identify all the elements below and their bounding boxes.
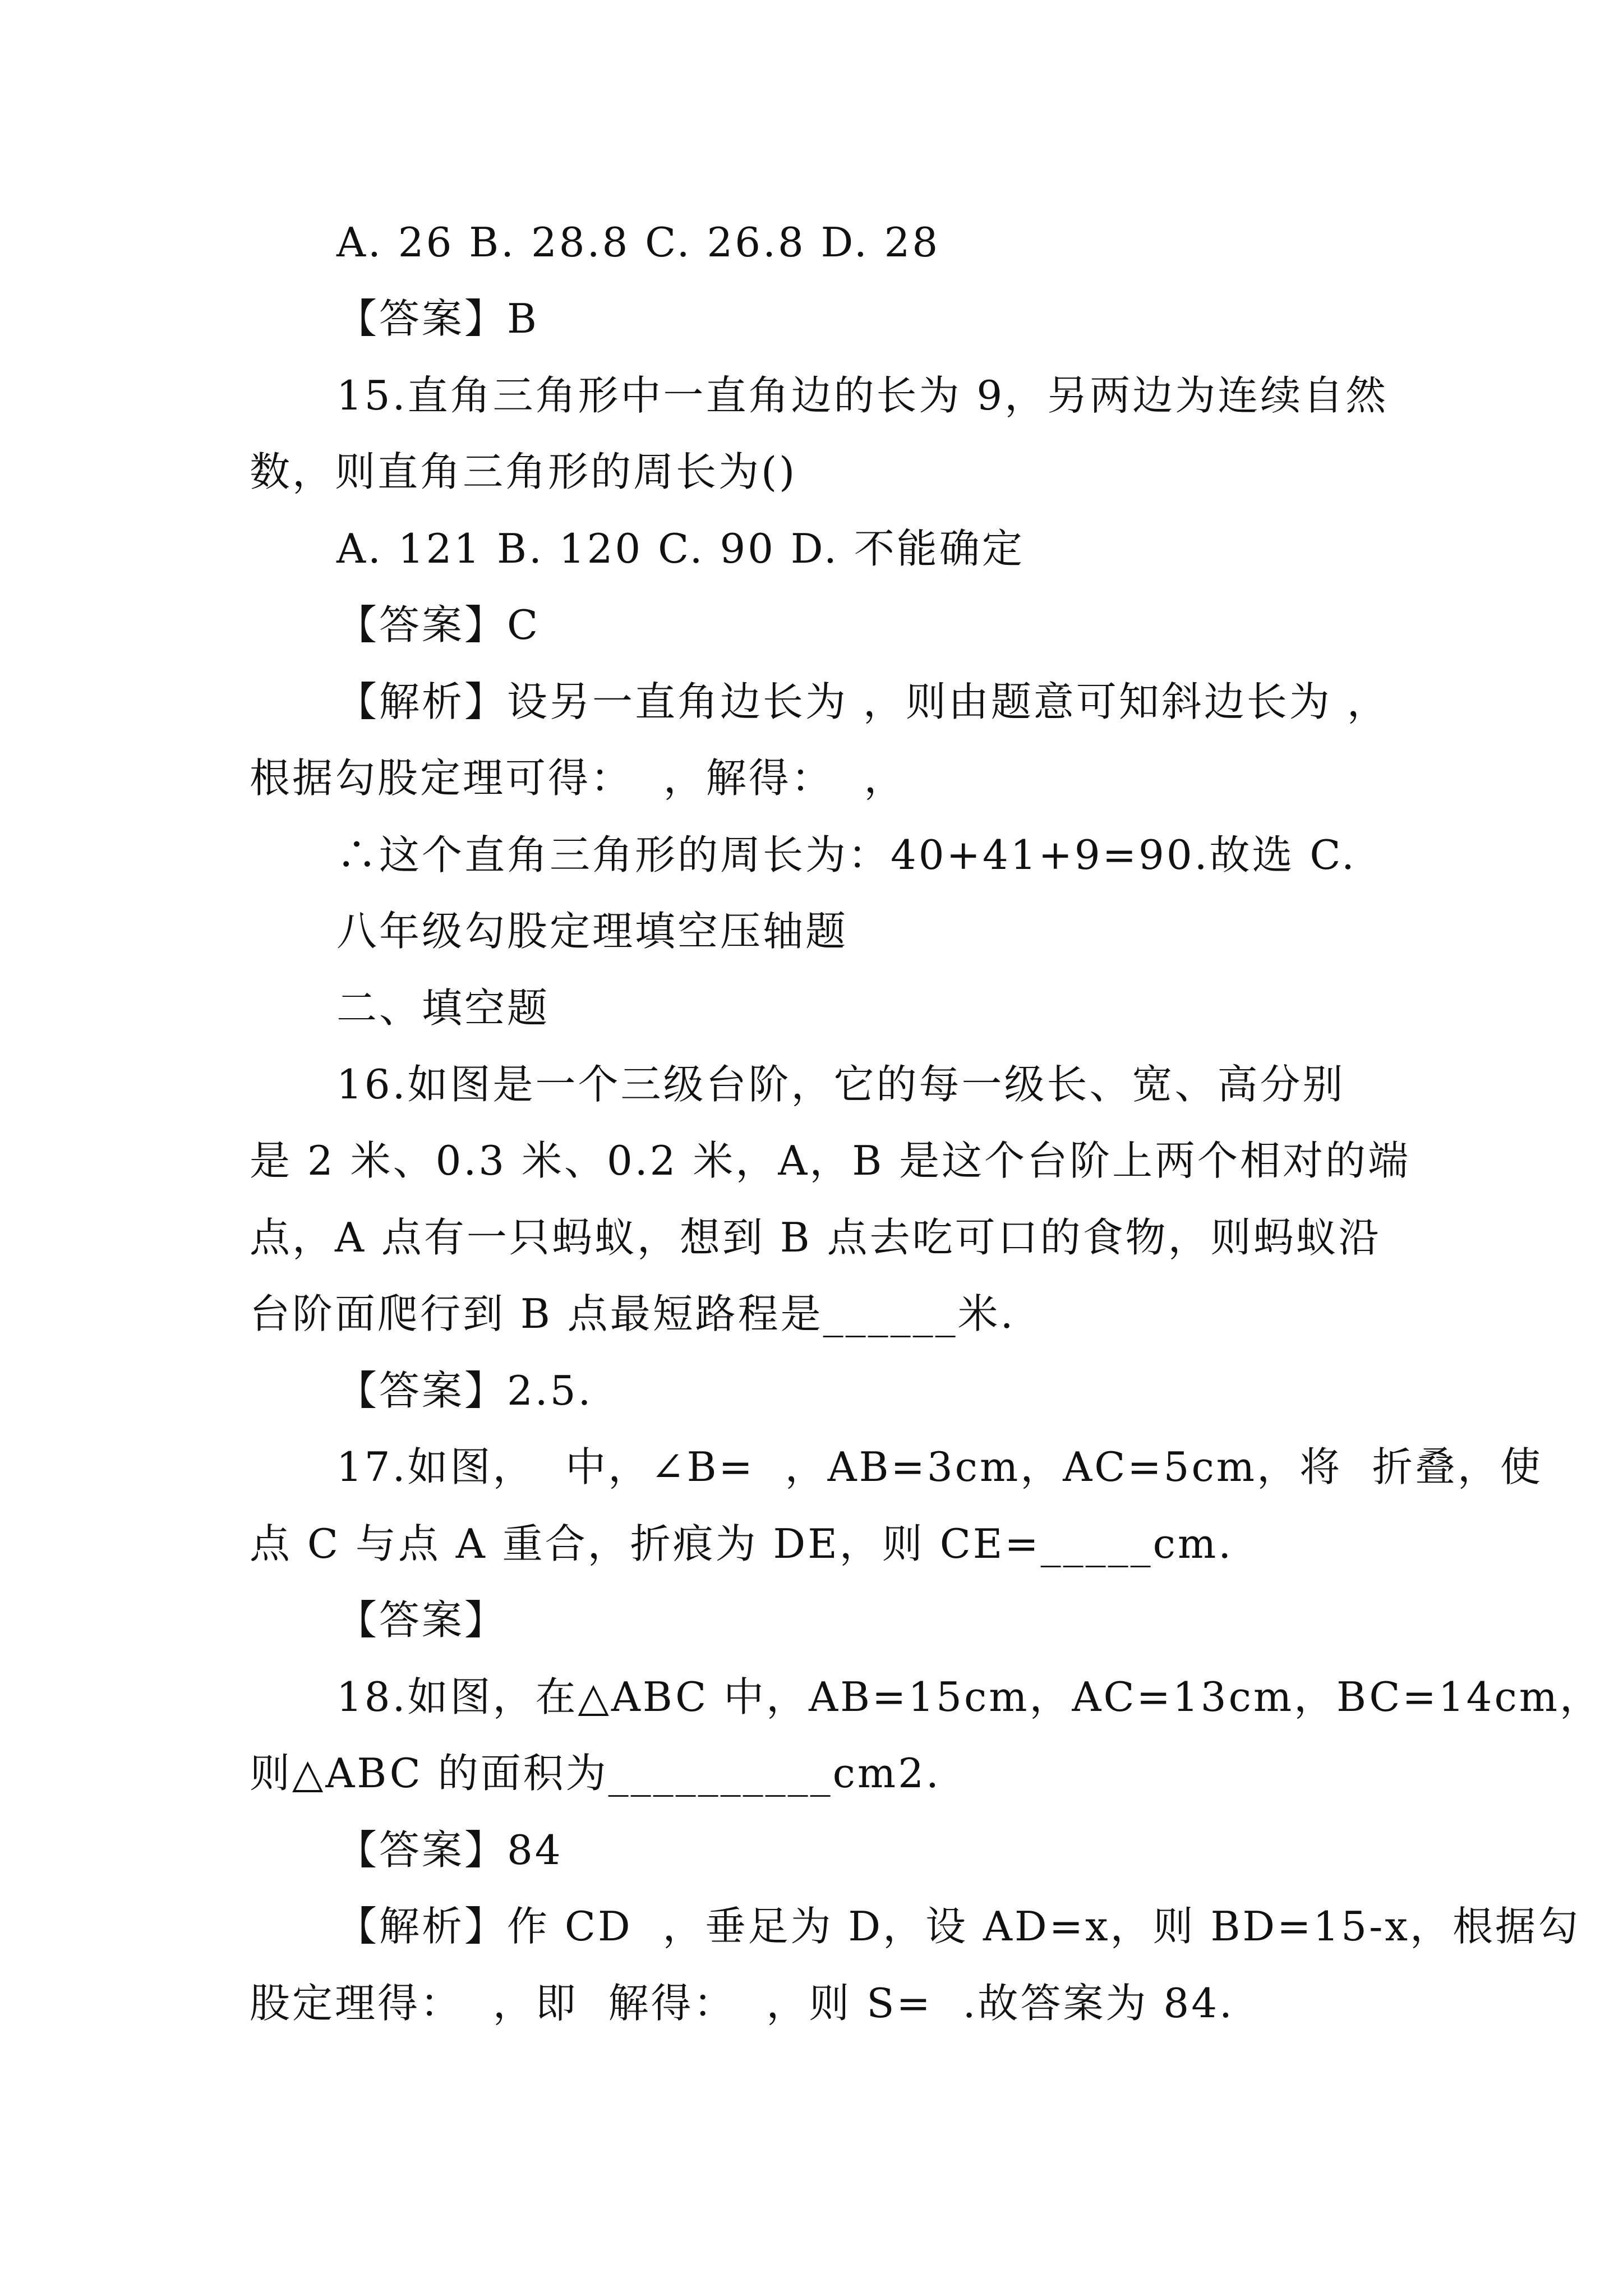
q18-question-line-1: 18.如图，在△ABC 中，AB=15cm，AC=13cm，BC=14cm， — [336, 1673, 1603, 1720]
q18-answer-line: 【答案】84 — [336, 1826, 563, 1874]
q18-question-line-2: 则△ABC 的面积为__________cm2. — [250, 1750, 941, 1797]
q16-answer-line: 【答案】2.5. — [336, 1367, 593, 1414]
q18-analysis-line-1: 【解析】作 CD ，垂足为 D，设 AD=x，则 BD=15-x，根据勾 — [336, 1903, 1581, 1950]
q14-answer-line: 【答案】B — [336, 295, 539, 342]
q15-analysis-line-3: ∴这个直角三角形的周长为：40+41+9=90.故选 C. — [336, 831, 1357, 878]
q17-question-line-1: 17.如图， 中，∠B= ，AB=3cm，AC=5cm，将 折叠，使 — [336, 1443, 1543, 1490]
q17-question-line-2: 点 C 与点 A 重合，折痕为 DE，则 CE=_____cm. — [250, 1520, 1234, 1567]
q15-analysis-line-1: 【解析】设另一直角边长为 ，则由题意可知斜边长为 ， — [336, 678, 1390, 725]
section-subtitle: 八年级勾股定理填空压轴题 — [336, 908, 849, 955]
q18-analysis-line-2: 股定理得： ，即 解得： ，则 S= .故答案为 84. — [250, 1980, 1234, 2027]
q14-options-line: A. 26 B. 28.8 C. 26.8 D. 28 — [336, 219, 940, 266]
q15-question-line-2: 数，则直角三角形的周长为() — [250, 448, 797, 495]
q16-question-line-4: 台阶面爬行到 B 点最短路程是______米. — [250, 1290, 1016, 1337]
q16-question-line-1: 16.如图是一个三级台阶，它的每一级长、宽、高分别 — [336, 1061, 1345, 1108]
q16-question-line-3: 点，A 点有一只蚂蚁，想到 B 点去吃可口的食物，则蚂蚁沿 — [250, 1214, 1381, 1261]
q15-options-line: A. 121 B. 120 C. 90 D. 不能确定 — [336, 525, 1025, 572]
q15-analysis-line-2: 根据勾股定理可得： ，解得： ， — [250, 754, 907, 802]
q15-question-line-1: 15.直角三角形中一直角边的长为 9，另两边为连续自然 — [336, 372, 1389, 419]
section-heading: 二、填空题 — [336, 984, 550, 1032]
q16-question-line-2: 是 2 米、0.3 米、0.2 米，A，B 是这个台阶上两个相对的端 — [250, 1137, 1411, 1184]
q15-answer-line: 【答案】C — [336, 601, 541, 648]
q17-answer-line: 【答案】 — [336, 1596, 508, 1644]
